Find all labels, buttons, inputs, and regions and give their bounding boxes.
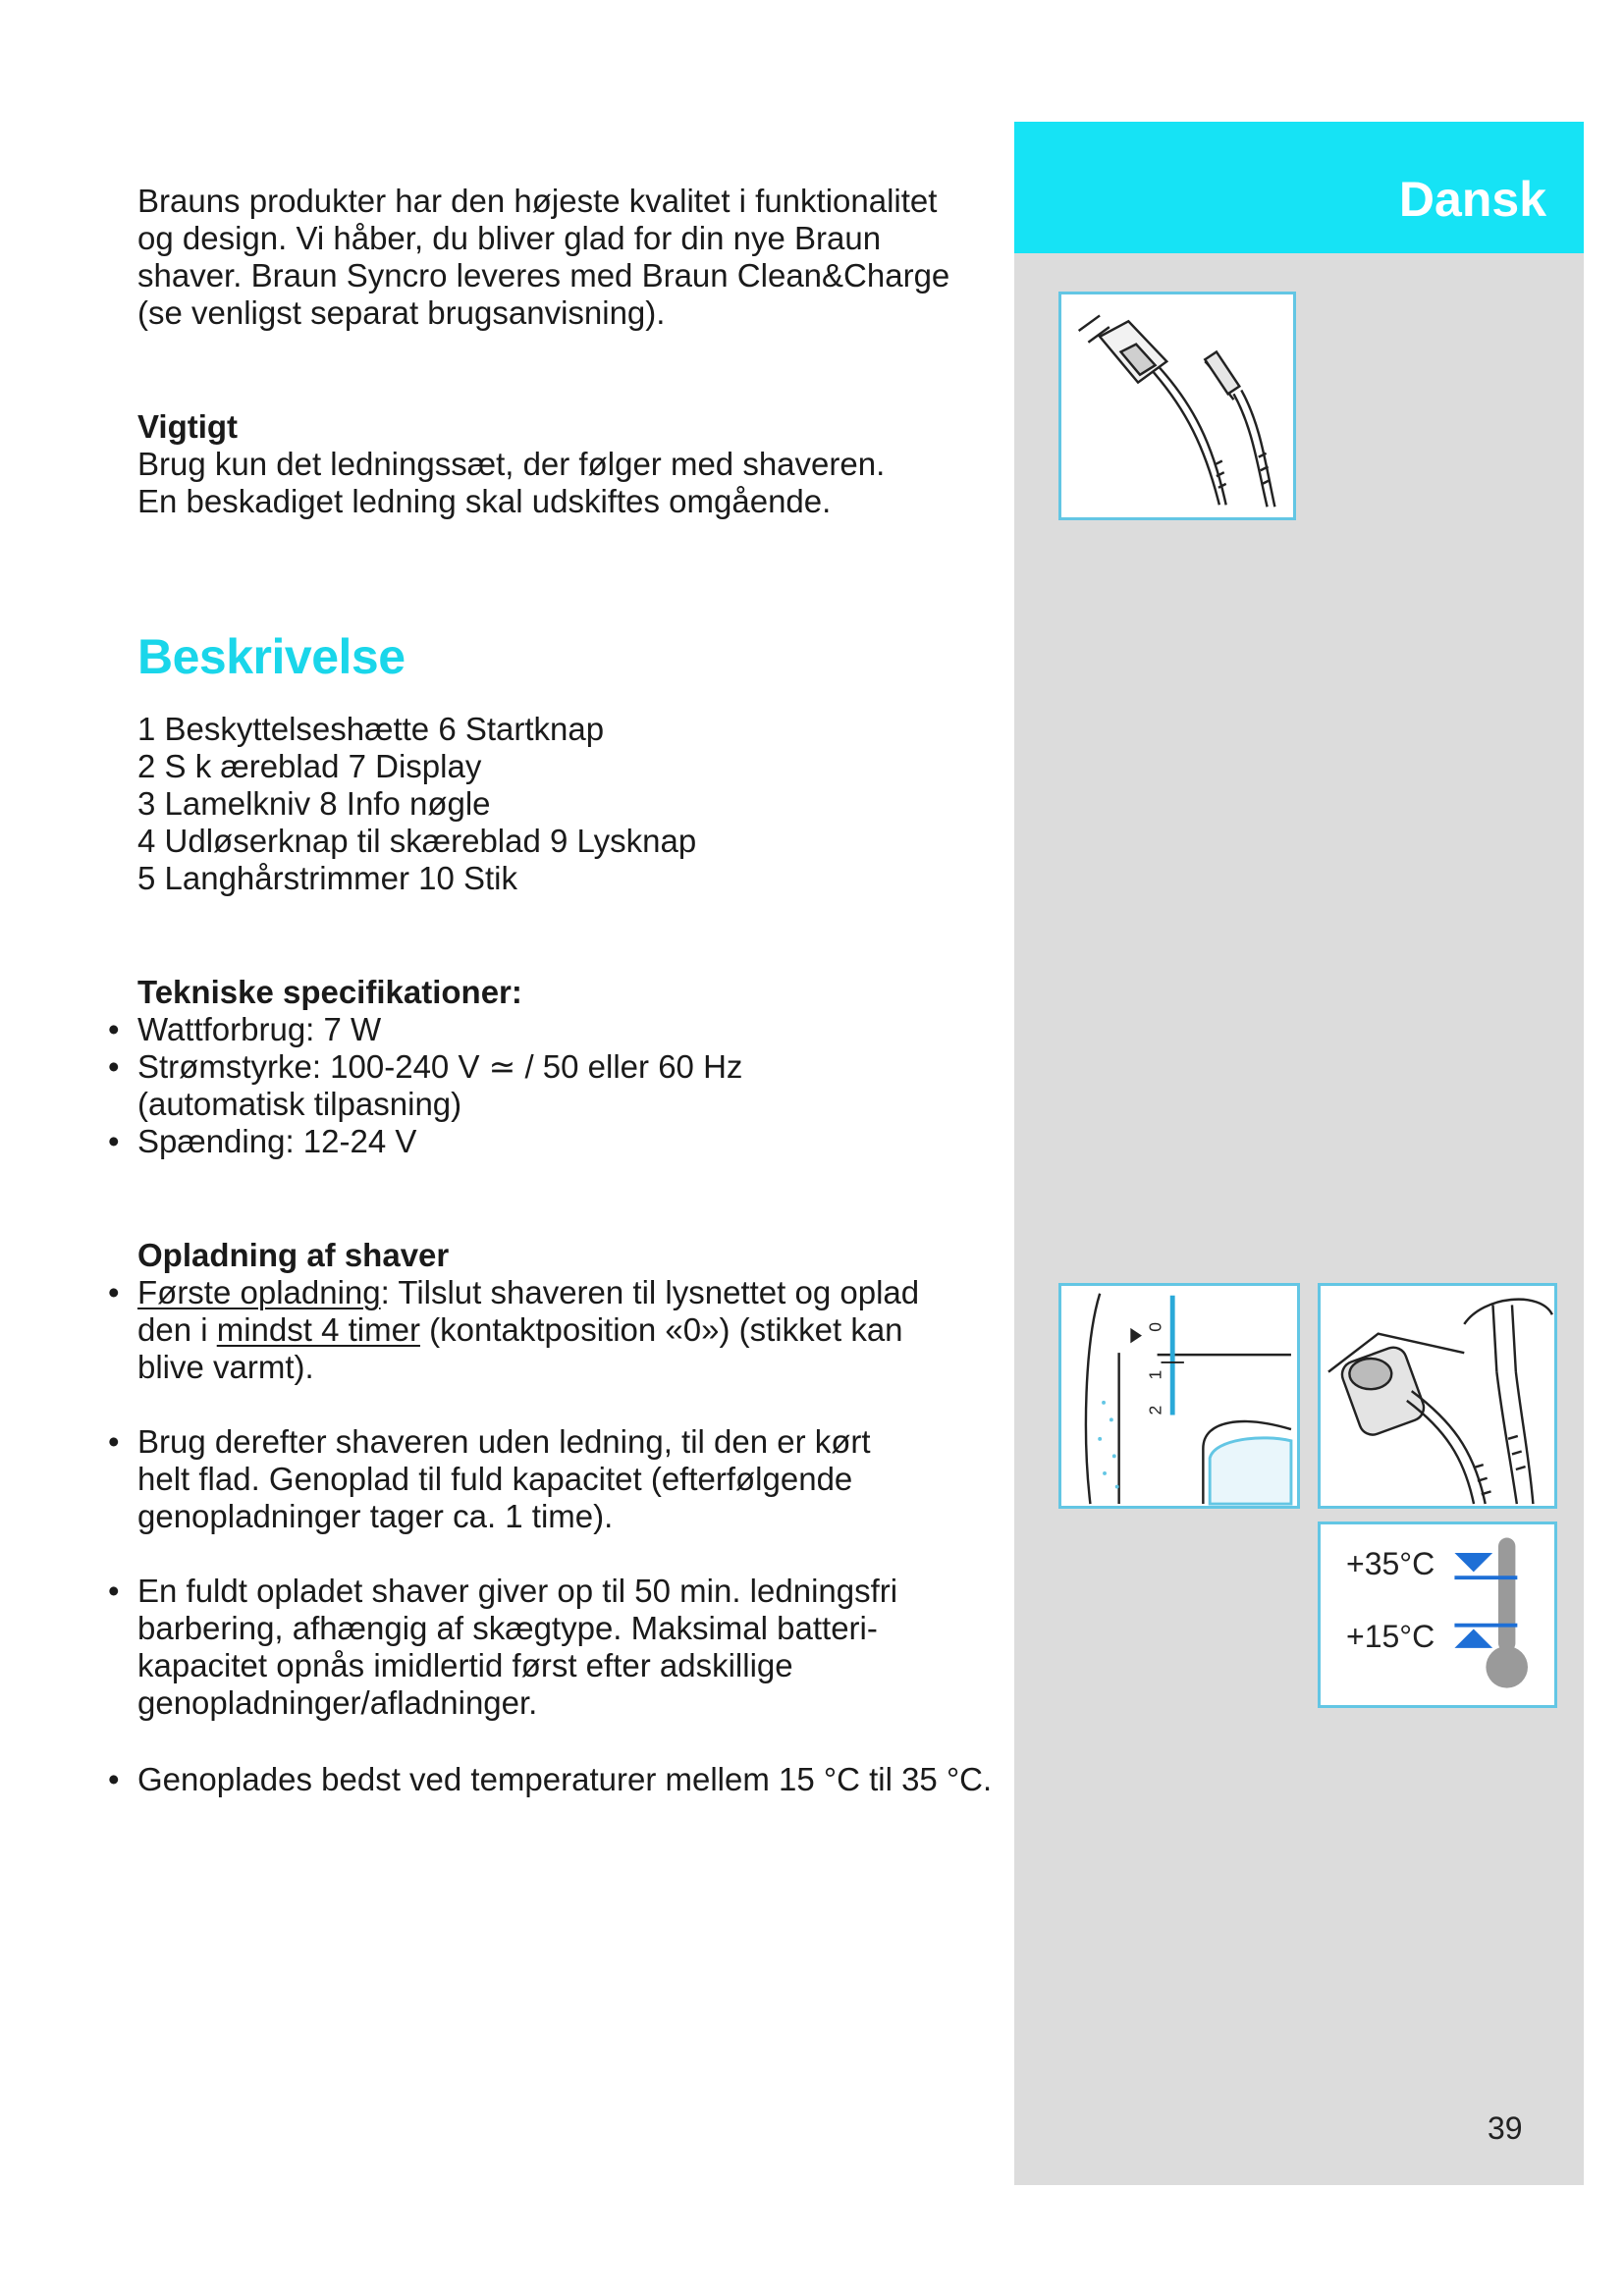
intro-line: og design. Vi håber, du bliver glad for din nye Braun (137, 220, 882, 256)
intro-paragraph (137, 183, 1001, 332)
spec-current: • Strømstyrke: 100-240 V ≃ / 50 eller 60 Hz (137, 1048, 1001, 1086)
charging-heading: Opladning af shaver (137, 1237, 450, 1273)
switch-label-2: 2 (1145, 1405, 1165, 1415)
description-item: 5 Langhårstrimmer 10 Stik (137, 860, 517, 896)
switch-drawing (1061, 1286, 1297, 1506)
intro-line: shaver. Braun Syncro leveres med Braun Clean&Charge (137, 257, 950, 294)
important-line: Brug kun det ledningssæt, der følger med shaveren. (137, 446, 886, 482)
arrow-icon (1130, 1328, 1142, 1344)
charging-bullet-3: • En fuldt opladet shaver giver op til 50 min. ledningsfri barbering, afhængig af skægtype. Maksimal batteri- kapacitet opnås imidlertid først efter adskillige genopladninger/afladninger. (137, 1573, 1001, 1722)
important-heading: Vigtigt (137, 408, 239, 445)
temp-low-label: +15°C (1346, 1619, 1435, 1654)
power-cord-illustration (1058, 292, 1296, 520)
spec-auto: (automatisk tilpasning) (137, 1086, 462, 1122)
specs-heading: Tekniske specifikationer: (137, 974, 522, 1010)
intro-line: Brauns produkter har den højeste kvalitet i funktionalitet (137, 183, 938, 219)
description-list (137, 711, 1001, 897)
intro-line: (se venligst separat brugsanvisning). (137, 294, 666, 331)
description-item: 1 Beskyttelseshætte 6 Startknap (137, 711, 605, 747)
page-number: 39 (1488, 2110, 1523, 2146)
important-section (137, 408, 1001, 520)
spec-power: • Wattforbrug: 7 W (137, 1011, 1001, 1048)
description-item: 3 Lamelkniv 8 Info nøgle (137, 785, 491, 822)
spec-voltage: • Spænding: 12-24 V (137, 1123, 1001, 1160)
charging-bullet-2: • Brug derefter shaveren uden ledning, til den er kørt helt flad. Genoplad til fuld kapacitet (efterfølgende genopladninger tager ca. 1 time). (137, 1423, 1001, 1535)
temp-high-label: +35°C (1346, 1546, 1435, 1581)
language-label: Dansk (1398, 172, 1546, 227)
switch-position-illustration (1058, 1283, 1300, 1509)
specs-section (137, 974, 1001, 1160)
charging-section (137, 1237, 1001, 1386)
description-item: 4 Udløserknap til skæreblad 9 Lysknap (137, 823, 697, 859)
plug-socket-illustration (1318, 1283, 1557, 1509)
charging-first-line2: den i mindst 4 timer (kontaktposition «0») (stikket kan (137, 1311, 903, 1348)
switch-label-1: 1 (1145, 1369, 1165, 1380)
power-cord-drawing (1061, 294, 1293, 517)
temperature-range-illustration (1318, 1522, 1557, 1708)
charging-bullet-4: • Genoplades bedst ved temperaturer mellem 15 °C til 35 °C. (137, 1761, 1021, 1798)
charging-first-line3: blive varmt). (137, 1349, 314, 1385)
switch-label-0: 0 (1145, 1321, 1165, 1332)
charging-first: • Første opladning: Tilslut shaveren til lysnettet og oplad (137, 1274, 1001, 1311)
language-banner (1014, 122, 1584, 253)
description-item: 2 S k æreblad 7 Display (137, 748, 482, 784)
plug-drawing (1321, 1286, 1554, 1506)
ac-dc-symbol: ≃ (488, 1048, 516, 1085)
important-line: En beskadiget ledning skal udskiftes omgående. (137, 483, 832, 519)
description-heading: Beskrivelse (137, 629, 406, 684)
